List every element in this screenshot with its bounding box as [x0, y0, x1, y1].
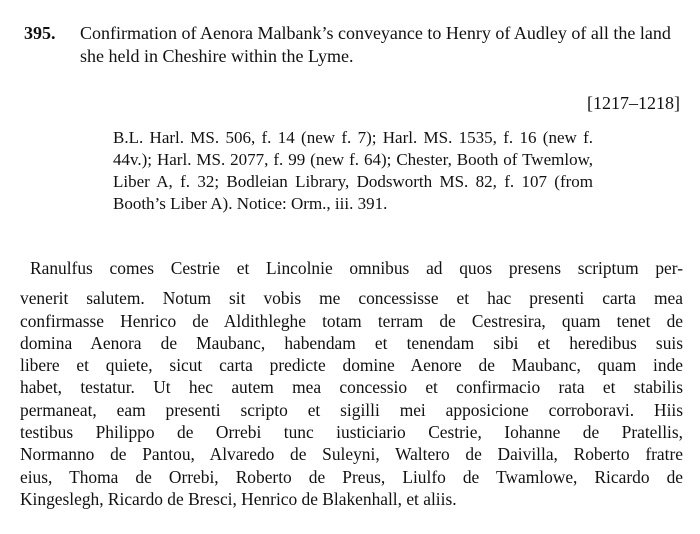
- entry-title: Confirmation of Aenora Malbank’s conveyance to Henry of Audley of all the land she held in Cheshire within the Lyme.: [80, 23, 671, 66]
- charter-line: habet, testatur. Ut hec autem mea concessio et confirmacio rata et stabilis: [20, 377, 683, 398]
- charter-line: permaneat, eam presenti scripto et sigilli mei apposicione corroboravi. Hiis: [20, 399, 683, 420]
- charter-line: libere et quiete, sicut carta predicte domine Aenore de Maubanc, quam inde: [20, 355, 683, 376]
- entry-number: 395.: [24, 23, 56, 43]
- charter-text: [20, 257, 683, 510]
- charter-line: Normanno de Pantou, Alvaredo de Suleyni, Waltero de Daivilla, Roberto fratre: [20, 444, 683, 465]
- charter-line: confirmasse Henrico de Aldithleghe totam terram de Cestresira, quam tenet de: [20, 310, 683, 331]
- charter-line: eius, Thoma de Orrebi, Roberto de Preus, Liulfo de Twamlowe, Ricardo de: [20, 466, 683, 487]
- charter-line: venerit salutem. Notum sit vobis me concessisse et hac presenti carta mea: [20, 288, 683, 309]
- charter-line: Ranulfus comes Cestrie et Lincolnie omnibus ad quos presens scriptum per-: [30, 258, 683, 278]
- entry-date: [1217–1218]: [587, 93, 680, 113]
- charter-line: Kingeslegh, Ricardo de Bresci, Henrico de Blakenhall, et aliis.: [20, 488, 457, 509]
- manuscript-sources: B.L. Harl. MS. 506, f. 14 (new f. 7); Harl. MS. 1535, f. 16 (new f. 44v.); Harl. MS. 2077, f. 99 (new f. 64); Chester, Booth of Twemlow, Liber A, f. 32; Bodleian Library, Dodsworth MS. 82, f. 107 (from Booth’s Liber A). Notice: Orm., iii. 391.: [113, 128, 593, 213]
- charter-line: testibus Philippo de Orrebi tunc iusticiario Cestrie, Iohanne de Pratellis,: [20, 422, 683, 443]
- charter-line: domina Aenora de Maubanc, habendam et tenendam sibi et heredibus suis: [20, 332, 683, 353]
